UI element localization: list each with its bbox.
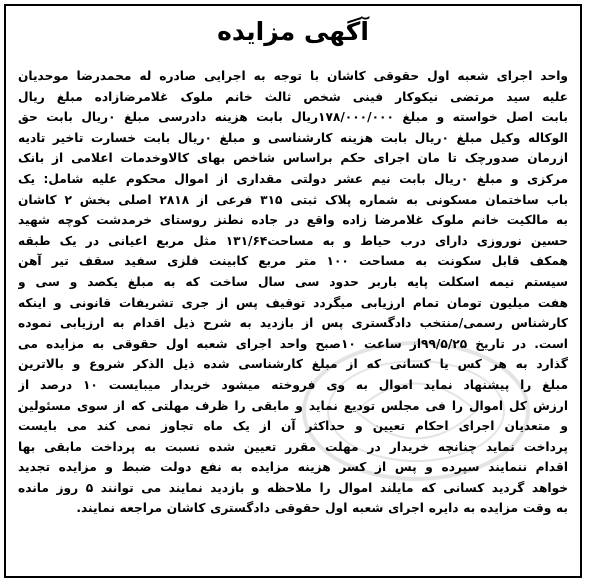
body-line: همکف قابل سکونت به مساحت ۱۰۰ متر مربع کابینت فلزی سفید سقف تیر آهن — [18, 254, 568, 269]
body-line: علیه سید مرتضی نیکوکار فینی شخص ثالث خانم ملوک غلامرضازاده مبلغ ریال — [18, 89, 568, 104]
body-line: هفت میلیون تومان تمام ارزیابی میگردد توقیف پس از جری تشریفات قانونی و اینکه — [18, 295, 568, 310]
notice-title: آگهی مزایده — [217, 17, 369, 46]
body-line: و متعدیان اجرای احکام تعیین و حداکثر آن از یک ماه تجاوز نمی کند می بایست — [18, 419, 568, 434]
body-line: اقدام ننمایند سپرده و پس از کسر هزینه مزایده به نفع دولت ضبط و مزایده تجدید — [18, 460, 568, 475]
notice-frame — [4, 4, 582, 578]
notice-body — [18, 66, 568, 519]
body-line: حسین نوروزی دارای درب حیاط و به مساحت۱۳۱/۶۴ مثل مربع اعیانی در یک طبقه — [18, 233, 568, 248]
body-line: پرداخت نماید چنانچه خریدار در مهلت مقرر تعیین شده نسبت به پرداخت مابقی بها — [18, 439, 568, 454]
body-line: باب ساختمان مسکونی به شماره پلاک ثبتی ۳۱۵ فرعی از ۲۸۱۸ اصلی بخش ۲ کاشان — [18, 192, 568, 207]
body-line: واحد اجرای شعبه اول حقوقی کاشان با توجه به اجرایی صادره له محمدرضا موحدیان — [18, 69, 568, 83]
body-line: الوکاله وکیل مبلغ ۰ریال بابت هزینه کارشناسی و مبلغ ۰ریال بابت خسارت تاخیر تادیه — [18, 130, 568, 145]
body-line: مرکزی و مبلغ ۰ریال بابت نیم عشر دولتی مقداری از اموال محکوم علیه شامل: یک — [18, 171, 568, 186]
body-line: سیستم نیمه اسکلت پایه باربر حدود سی سال ساخت که به مبلغ یکصد و سی و — [18, 274, 568, 289]
body-line: بابت اصل خواسته و مبلغ ۱۷۸/۰۰۰/۰۰۰ریال بابت هزینه دادرسی مبلغ ۰ریال بابت حق — [18, 110, 568, 125]
body-line: به وقت مزایده به دایره اجرای شعبه اول حقوقی دادگستری کاشان مراجعه نمایند. — [76, 501, 568, 516]
body-line: مبلغ را پیشنهاد نماید اموال به وی فروخته میشود خریدار میبایست ۱۰ درصد از — [18, 377, 568, 392]
body-line: ارزش کل اموال را فی مجلس تودیع نماید و مابقی را ظرف مهلتی که از سوی مسئولین — [18, 398, 568, 413]
body-line: کارشناس رسمی/منتخب دادگستری پس از بازدید به شرح ذیل اقدام به ارزیابی نموده — [18, 316, 568, 331]
body-line: گذارد به هر کس یا کسانی که از مبلغ کارشناسی شده ذیل الذکر شروع و بالاترین — [18, 357, 568, 372]
body-line: به مالکیت خانم ملوک غلامرضا زاده واقع در جاده نطنز روستای خرمدشت کوچه شهید — [18, 213, 568, 228]
body-line: است. در تاریخ ۹۹/۵/۲۵از ساعت ۱۰صبح واحد اجرای شعبه اول حقوقی به مزایده می — [18, 336, 568, 351]
body-line: خواهد گردید کسانی که مایلند اموال را ملاحظه و بازدید نمایند می توانند ۵ روز مانده — [18, 480, 568, 495]
body-line: ازرمان صدورچک تا مان اجرای حکم براساس شاخص بهای کالاوخدمات اعلامی از بانک — [18, 151, 568, 166]
